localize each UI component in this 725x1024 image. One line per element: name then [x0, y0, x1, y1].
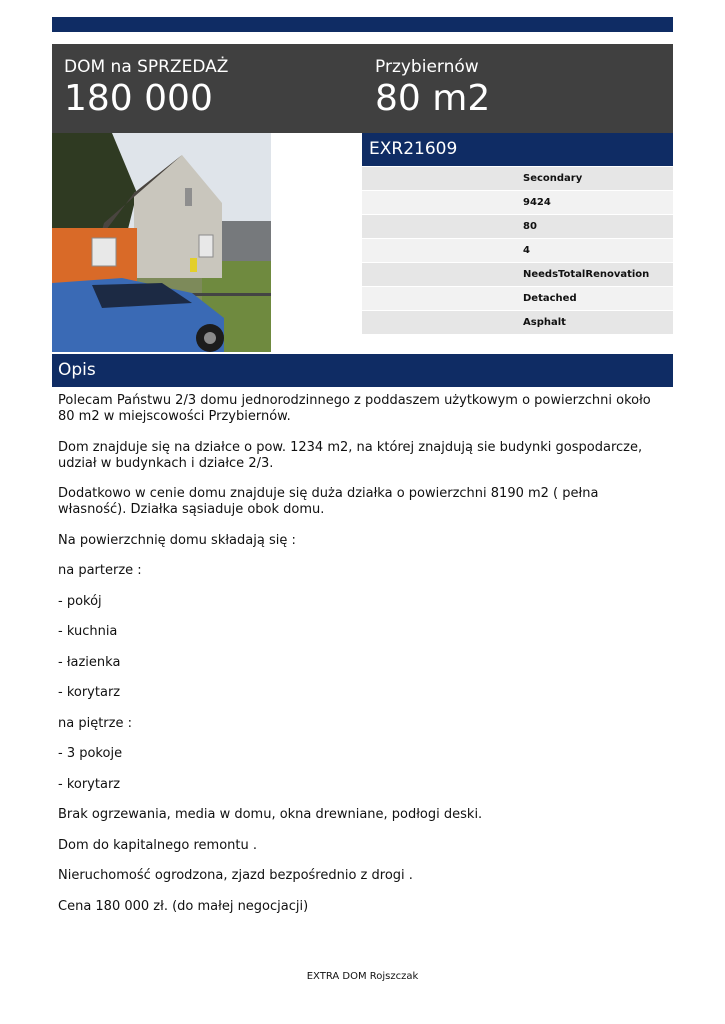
price: 180 000: [64, 78, 213, 119]
parameters-table: [362, 167, 673, 335]
param-access-road: Asphalt: [362, 311, 673, 335]
description-paragraph: Dom znajduje się na działce o pow. 1234 m2, na której znajdują sie budynki gospodarcze, udział w budynkach i działce 2/3.: [58, 439, 643, 471]
house-photo-illustration: [52, 133, 271, 352]
location: Przybiernów: [375, 57, 479, 77]
description-paragraph: - kuchnia: [58, 624, 118, 639]
description-paragraph: na parterze :: [58, 563, 142, 578]
description-paragraph: Polecam Państwu 2/3 domu jednorodzinnego z poddaszem użytkowym o powierzchni około 80 m2 w miejscowości Przybiernów.: [58, 393, 651, 424]
description-paragraph: Na powierzchnię domu składają się :: [58, 532, 296, 548]
description-paragraph: Cena 180 000 zł. (do małej negocjacji): [58, 898, 309, 914]
description-paragraph: - pokój: [58, 593, 102, 609]
description-paragraph: - 3 pokoje: [58, 746, 123, 761]
header-left: [64, 56, 228, 120]
param-condition: NeedsTotalRenovation: [362, 263, 673, 287]
description-body: [58, 393, 670, 929]
param-building-type: Detached: [362, 287, 673, 311]
top-accent-bar: [52, 17, 673, 32]
description-paragraph: - korytarz: [58, 776, 121, 792]
listing-reference: EXR21609: [362, 133, 673, 166]
description-paragraph: Dodatkowo w cenie domu znajduje się duża działka o powierzchni 8190 m2 ( pełna własność). Działka sąsiaduje obok domu.: [58, 486, 599, 517]
param-market: Secondary: [362, 167, 673, 191]
description-paragraph: Brak ogrzewania, media w domu, okna drewniane, podłogi deski.: [58, 807, 483, 822]
param-usable-area: 80: [362, 215, 673, 239]
description-paragraph: Dom do kapitalnego remontu .: [58, 837, 257, 853]
property-type-label: DOM na SPRZEDAŻ: [64, 57, 229, 77]
param-rooms: 4: [362, 239, 673, 263]
param-plot-area: 9424: [362, 191, 673, 215]
header-right: [375, 56, 490, 120]
listing-header: [52, 44, 673, 133]
property-photo: [52, 133, 271, 352]
description-paragraph: - korytarz: [58, 685, 121, 700]
area: 80 m2: [375, 78, 491, 119]
description-paragraph: na piętrze :: [58, 715, 132, 731]
description-paragraph: Nieruchomość ogrodzona, zjazd bezpośrednio z drogi .: [58, 868, 413, 883]
description-heading: Opis: [52, 354, 673, 387]
description-paragraph: - łazienka: [58, 654, 121, 670]
footer-agency: EXTRA DOM Rojszczak: [306, 971, 419, 982]
